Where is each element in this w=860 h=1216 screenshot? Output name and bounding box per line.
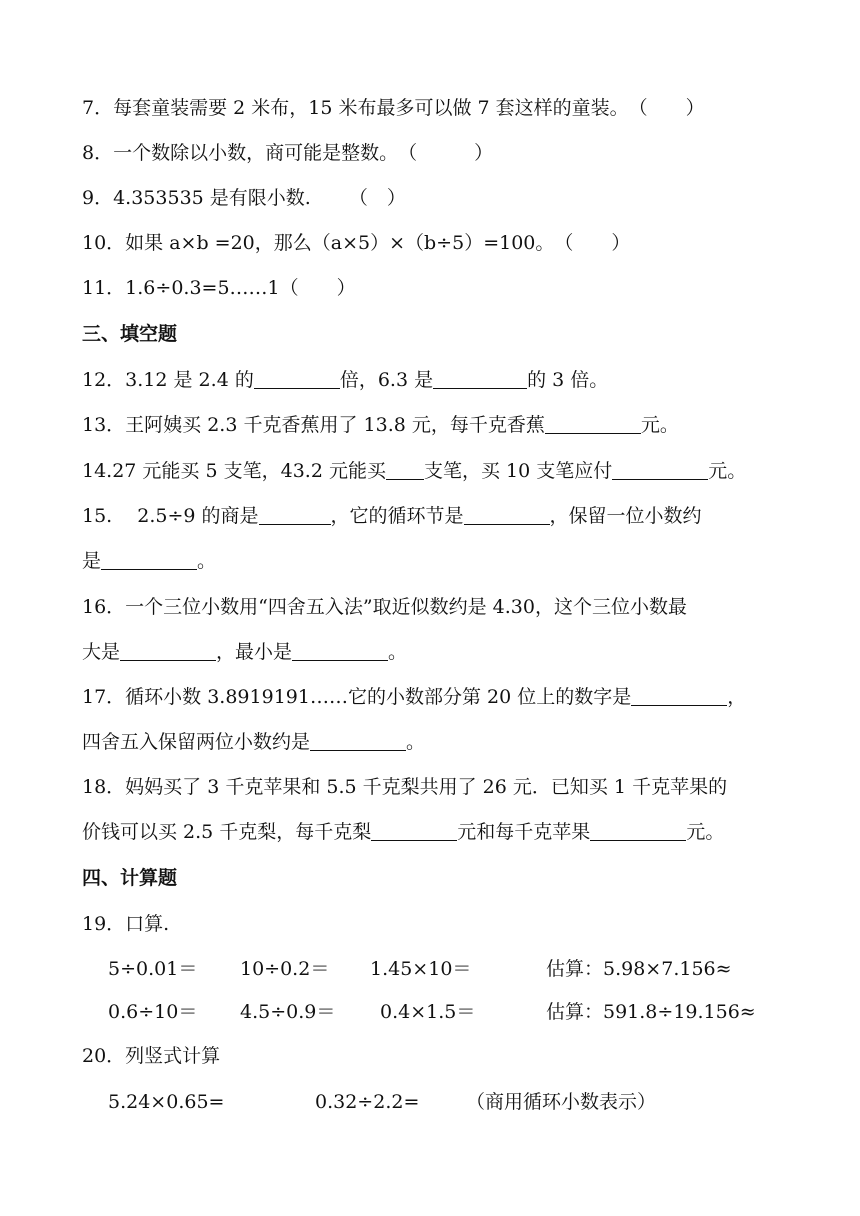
answer-blank[interactable]	[386, 459, 424, 480]
question-11	[82, 276, 820, 300]
question-17	[82, 685, 820, 709]
answer-paren[interactable]: （ ）	[628, 97, 705, 119]
section-4-title: 四、计算题	[82, 867, 178, 889]
question-17-part1: 17．循环小数 3.8919191……它的小数部分第 20 位上的数字是	[82, 686, 632, 708]
question-18-part3: 元和每千克苹果	[457, 821, 591, 843]
question-12-part2: 倍，6.3 是	[339, 369, 434, 391]
vertical-calc-item: 5.24×0.65=	[108, 1091, 225, 1113]
question-9-text: 9．4.353535 是有限小数.	[82, 187, 349, 209]
oral-calc-item: 4.5÷0.9＝	[240, 1001, 336, 1023]
answer-paren[interactable]: （ ）	[398, 142, 494, 164]
oral-calc-item: 0.4×1.5＝	[380, 1001, 476, 1023]
question-15-part5: 。	[197, 550, 217, 572]
question-18-part1: 18．妈妈买了 3 千克苹果和 5.5 千克梨共用了 26 元．已知买 1 千克苹果的	[82, 776, 728, 798]
question-13	[82, 413, 820, 437]
answer-blank[interactable]	[433, 368, 527, 389]
estimate-item: 估算：591.8÷19.156≈	[546, 1001, 756, 1023]
question-13-part1: 13．王阿姨买 2.3 千克香蕉用了 13.8 元，每千克香蕉	[82, 414, 545, 436]
answer-blank[interactable]	[310, 730, 406, 751]
answer-blank[interactable]	[631, 685, 727, 706]
question-18-cont	[82, 820, 820, 844]
question-14-part1: 14.27 元能买 5 支笔，43.2 元能买	[82, 460, 386, 482]
answer-paren[interactable]: （ ）	[348, 187, 406, 209]
question-12-part1: 12．3.12 是 2.4 的	[82, 369, 254, 391]
question-17-part2: ，	[727, 686, 747, 708]
answer-blank[interactable]	[464, 504, 550, 525]
question-14-part2: 支笔，买 10 支笔应付	[423, 460, 613, 482]
question-13-part2: 元。	[640, 414, 679, 436]
answer-blank[interactable]	[292, 640, 388, 661]
question-18-part4: 元。	[686, 821, 725, 843]
question-15-cont	[82, 549, 820, 573]
question-16	[82, 595, 820, 619]
answer-paren[interactable]: （ ）	[279, 277, 356, 299]
question-10	[82, 231, 820, 255]
question-17-part3: 四舍五入保留两位小数约是	[82, 731, 311, 753]
oral-calc-item: 10÷0.2＝	[240, 958, 330, 980]
oral-calc-item: 5÷0.01＝	[108, 958, 198, 980]
question-15-part4: 是	[82, 550, 102, 572]
question-8-text: 8．一个数除以小数，商可能是整数。	[82, 142, 399, 164]
answer-blank[interactable]	[101, 549, 197, 570]
answer-blank[interactable]	[545, 413, 641, 434]
question-14-part3: 元。	[708, 460, 747, 482]
question-7	[82, 96, 820, 120]
question-16-part2: 大是	[82, 641, 121, 663]
question-16-part3: ，最小是	[216, 641, 293, 663]
question-8	[82, 141, 820, 165]
question-9	[82, 186, 820, 210]
answer-paren[interactable]: （ ）	[554, 232, 631, 254]
question-12-part3: 的 3 倍。	[527, 369, 609, 391]
question-10-text: 10．如果 a×b =20，那么（a×5）×（b÷5）=100。	[82, 232, 555, 254]
question-14	[82, 459, 820, 483]
question-16-part4: 。	[388, 641, 408, 663]
answer-blank[interactable]	[120, 640, 216, 661]
oral-calc-item: 0.6÷10＝	[108, 1001, 198, 1023]
question-12	[82, 368, 820, 392]
vertical-calc-note: （商用循环小数表示）	[466, 1091, 657, 1113]
question-18	[82, 775, 820, 799]
answer-blank[interactable]	[259, 504, 331, 525]
question-15-part1: 15. 2.5÷9 的商是	[82, 505, 259, 527]
question-15-part3: ，保留一位小数约	[549, 505, 702, 527]
answer-blank[interactable]	[254, 368, 340, 389]
question-16-part1: 16．一个三位小数用“四舍五入法”取近似数约是 4.30，这个三位小数最	[82, 596, 687, 618]
question-18-part2: 价钱可以买 2.5 千克梨，每千克梨	[82, 821, 372, 843]
question-11-text: 11．1.6÷0.3=5……1	[82, 277, 280, 299]
question-17-part4: 。	[406, 731, 426, 753]
question-7-text: 7．每套童装需要 2 米布，15 米布最多可以做 7 套这样的童装。	[82, 97, 629, 119]
answer-blank[interactable]	[590, 820, 686, 841]
answer-blank[interactable]	[371, 820, 457, 841]
question-15-part2: ，它的循环节是	[330, 505, 464, 527]
question-17-cont	[82, 730, 820, 754]
answer-blank[interactable]	[612, 459, 708, 480]
question-20-title: 20．列竖式计算	[82, 1045, 221, 1067]
vertical-calc-item: 0.32÷2.2=	[315, 1091, 420, 1113]
question-15	[82, 504, 820, 528]
question-16-cont	[82, 640, 820, 664]
estimate-item: 估算：5.98×7.156≈	[546, 958, 732, 980]
question-19-title: 19．口算.	[82, 913, 170, 935]
oral-calc-item: 1.45×10＝	[370, 958, 472, 980]
section-3-title: 三、填空题	[82, 323, 178, 345]
